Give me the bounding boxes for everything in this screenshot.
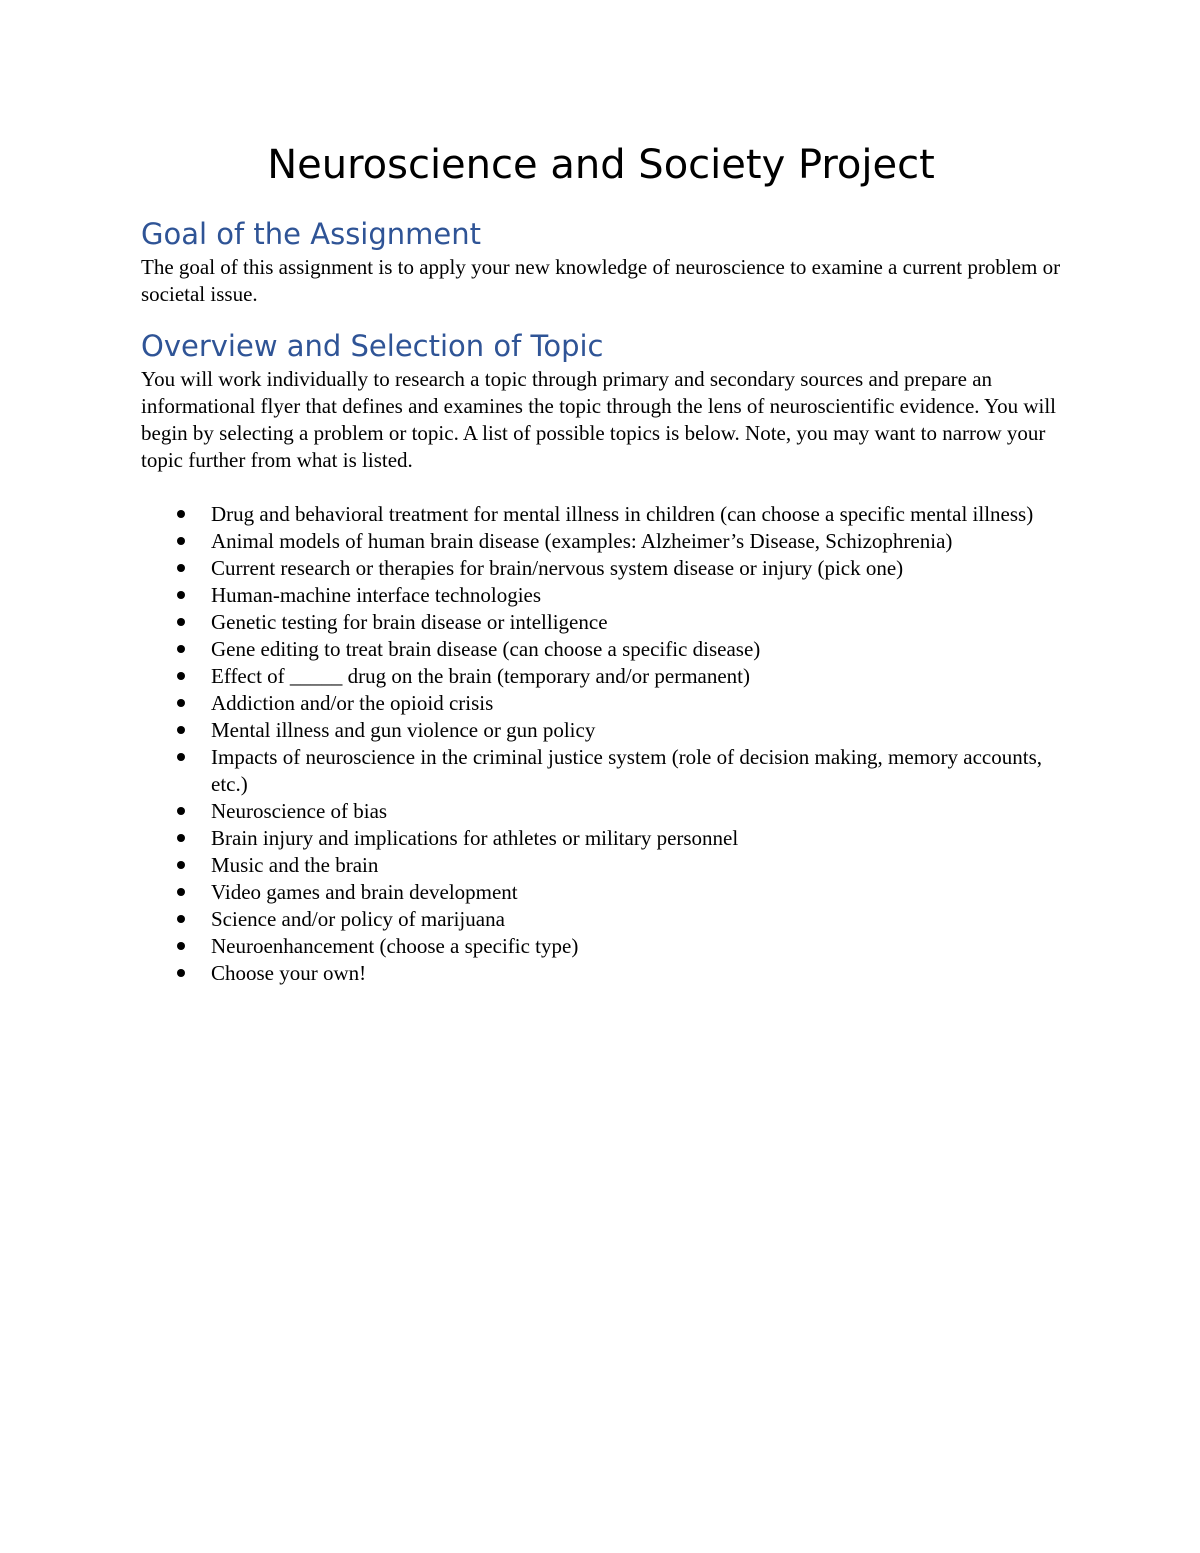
topic-item xyxy=(141,555,1061,582)
bullet-icon xyxy=(177,969,185,977)
goal-paragraph: The goal of this assignment is to apply your new knowledge of neuroscience to examine a current problem or societal issue. xyxy=(141,255,1061,306)
bullet-icon xyxy=(177,645,185,653)
document-content xyxy=(141,136,1061,987)
bullet-icon xyxy=(177,834,185,842)
topic-item xyxy=(141,744,1061,798)
bullet-icon xyxy=(177,942,185,950)
topic-item xyxy=(141,879,1061,906)
bullet-icon xyxy=(177,537,185,545)
topic-text: Drug and behavioral treatment for mental illness in children (can choose a specific mental illness) xyxy=(211,502,1034,526)
topic-text: Human-machine interface technologies xyxy=(211,583,542,607)
topic-item xyxy=(141,663,1061,690)
topic-item xyxy=(141,798,1061,825)
topic-text: Neuroscience of bias xyxy=(211,799,388,823)
topic-text: Mental illness and gun violence or gun policy xyxy=(211,718,596,742)
document-title: Neuroscience and Society Project xyxy=(267,142,935,188)
topic-list xyxy=(141,501,1061,987)
bullet-icon xyxy=(177,861,185,869)
bullet-icon xyxy=(177,753,185,761)
bullet-icon xyxy=(177,699,185,707)
topic-item xyxy=(141,636,1061,663)
bullet-icon xyxy=(177,807,185,815)
topic-item xyxy=(141,906,1061,933)
topic-item xyxy=(141,528,1061,555)
topic-item xyxy=(141,501,1061,528)
bullet-icon xyxy=(177,888,185,896)
topic-text: Animal models of human brain disease (examples: Alzheimer’s Disease, Schizophrenia) xyxy=(211,529,953,553)
topic-text: Current research or therapies for brain/nervous system disease or injury (pick one) xyxy=(211,556,904,580)
bullet-icon xyxy=(177,510,185,518)
topic-text: Science and/or policy of marijuana xyxy=(211,907,505,931)
topic-text: Video games and brain development xyxy=(211,880,518,904)
bullet-icon xyxy=(177,591,185,599)
bullet-icon xyxy=(177,726,185,734)
topic-item xyxy=(141,825,1061,852)
topic-text: Brain injury and implications for athletes or military personnel xyxy=(211,826,739,850)
topic-item xyxy=(141,609,1061,636)
topic-item xyxy=(141,690,1061,717)
bullet-icon xyxy=(177,618,185,626)
topic-text: Gene editing to treat brain disease (can choose a specific disease) xyxy=(211,637,761,661)
overview-heading: Overview and Selection of Topic xyxy=(141,329,604,363)
topic-item xyxy=(141,852,1061,879)
topic-item xyxy=(141,582,1061,609)
goal-heading: Goal of the Assignment xyxy=(141,217,481,251)
overview-paragraph: You will work individually to research a topic through primary and secondary sources and prepare an informational flyer that defines and examines the topic through the lens of neuroscientific evidence. You will begin by selecting a problem or topic. A list of possible topics is below. Note, you may want to narrow your topic further from what is listed. xyxy=(141,367,1056,472)
topic-text: Addiction and/or the opioid crisis xyxy=(211,691,494,715)
topic-text: Choose your own! xyxy=(211,961,367,985)
topic-text: Music and the brain xyxy=(211,853,379,877)
topic-text: Neuroenhancement (choose a specific type) xyxy=(211,934,579,958)
topic-text: Genetic testing for brain disease or intelligence xyxy=(211,610,608,634)
bullet-icon xyxy=(177,564,185,572)
topic-item xyxy=(141,933,1061,960)
topic-text: Impacts of neuroscience in the criminal justice system (role of decision making, memory accounts, etc.) xyxy=(211,745,1042,796)
bullet-icon xyxy=(177,672,185,680)
topic-item xyxy=(141,717,1061,744)
bullet-icon xyxy=(177,915,185,923)
topic-item xyxy=(141,960,1061,987)
topic-text: Effect of _____ drug on the brain (temporary and/or permanent) xyxy=(211,664,751,688)
